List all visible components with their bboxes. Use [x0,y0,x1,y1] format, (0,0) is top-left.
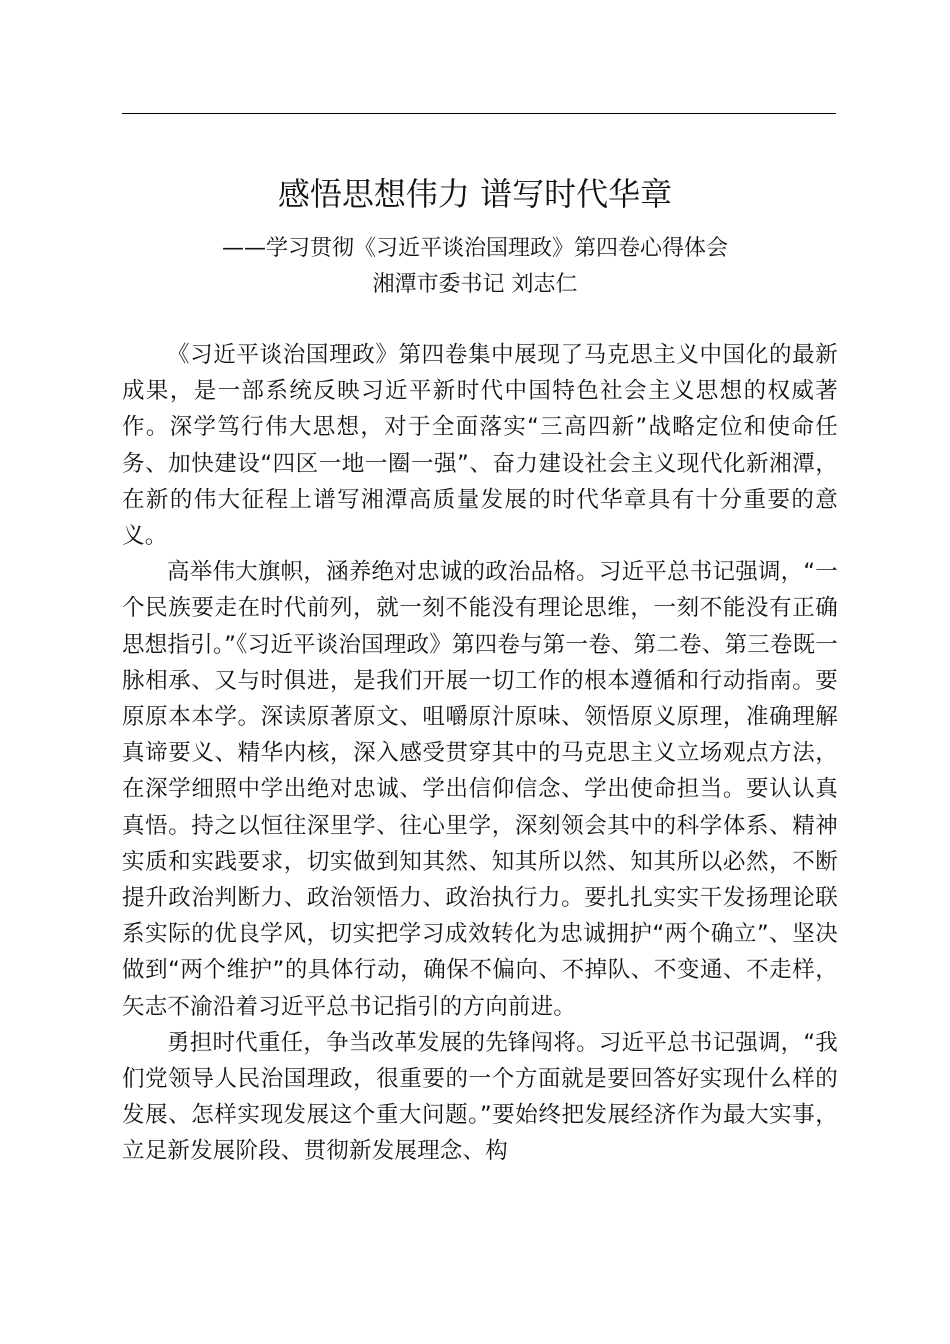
paragraph: 高举伟大旗帜，涵养绝对忠诚的政治品格。习近平总书记强调，“一个民族要走在时代前列，就一刻不能没有理论思维，一刻不能没有正确思想指引。”《习近平谈治国理政》第四卷与第一卷、第二卷、第三卷既一脉相承、又与时俱进，是我们开展一切工作的根本遵循和行动指南。要原原本本学。深读原著原文、咀嚼原汁原味、领悟原义原理，准确理解真谛要义、精华内核，深入感受贯穿其中的马克思主义立场观点方法，在深学细照中学出绝对忠诚、学出信仰信念、学出使命担当。要认认真真悟。持之以恒往深里学、往心里学，深刻领会其中的科学体系、精神实质和实践要求，切实做到知其然、知其所以然、知其所以必然，不断提升政治判断力、政治领悟力、政治执行力。要扎扎实实干发扬理论联系实际的优良学风，切实把学习成效转化为忠诚拥护“两个确立”、坚决做到“两个维护”的具体行动，确保不偏向、不掉队、不变通、不走样，矢志不渝沿着习近平总书记指引的方向前进。 [122,559,838,1020]
paragraph: 《习近平谈治国理政》第四卷集中展现了马克思主义中国化的最新成果，是一部系统反映习近平新时代中国特色社会主义思想的权威著作。深学笃行伟大思想，对于全面落实“三高四新”战略定位和使命任务、加快建设“四区一地一圈一强”、奋力建设社会主义现代化新湘潭，在新的伟大征程上谱写湘潭高质量发展的时代华章具有十分重要的意义。 [122,342,838,550]
paragraph: 勇担时代重任，争当改革发展的先锋闯将。习近平总书记强调，“我们党领导人民治国理政，很重要的一个方面就是要回答好实现什么样的发展、怎样实现发展这个重大问题。”要始终把发展经济作为最大实事，立足新发展阶段、贯彻新发展理念、构 [122,1029,838,1165]
document-title: 感悟思想伟力 谱写时代华章 [277,175,673,213]
header-rule [122,113,836,114]
document-body [122,337,838,1170]
document-author: 湘潭市委书记 刘志仁 [372,272,578,297]
document-subtitle: ——学习贯彻《习近平谈治国理政》第四卷心得体会 [221,236,728,261]
